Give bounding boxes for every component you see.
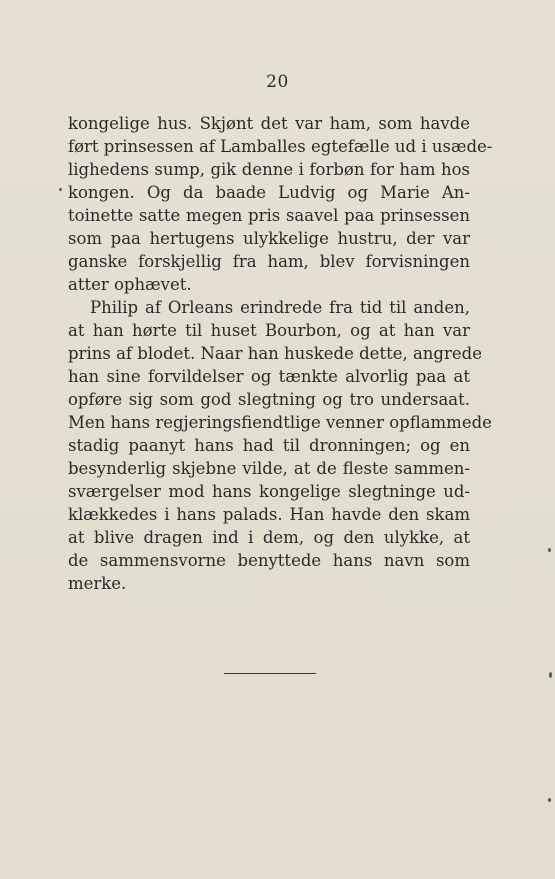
text-line: sværgelser mod hans kongelige slegtninge ud- — [68, 482, 470, 501]
scan-speck — [549, 672, 552, 678]
text-line: toinette satte megen pris saavel paa prinsessen — [68, 206, 470, 225]
text-line: at han hørte til huset Bourbon, og at han var — [68, 321, 470, 340]
text-line: at blive dragen ind i dem, og den ulykke, at — [68, 528, 470, 547]
text-line: klækkedes i hans palads. Han havde den skam — [68, 505, 470, 524]
text-line: atter ophævet. — [68, 275, 192, 294]
text-line: prins af blodet. Naar han huskede dette, angrede — [68, 344, 482, 363]
text-line: stadig paanyt hans had til dronningen; og en — [68, 436, 470, 455]
text-line: opføre sig som god slegtning og tro undersaat. — [68, 390, 470, 409]
scan-speck — [59, 188, 62, 191]
text-line: kongen. Og da baade Ludvig og Marie An- — [68, 183, 470, 202]
text-line: merke. — [68, 574, 127, 593]
section-divider — [224, 673, 316, 674]
text-line: besynderlig skjebne vilde, at de fleste sammen- — [68, 459, 470, 478]
text-line: han sine forvildelser og tænkte alvorlig paa at — [68, 367, 470, 386]
scan-speck — [548, 798, 551, 802]
page-number: 20 — [266, 72, 289, 92]
text-line: som paa hertugens ulykkelige hustru, der var — [68, 229, 470, 248]
text-line: ganske forskjellig fra ham, blev forvisningen — [68, 252, 470, 271]
text-line: lighedens sump, gik denne i forbøn for ham hos — [68, 160, 470, 179]
text-line: Men hans regjeringsfiendtlige venner opflammede — [68, 413, 492, 432]
scan-speck — [548, 548, 551, 552]
text-line: de sammensvorne benyttede hans navn som — [68, 551, 470, 570]
text-line: ført prinsessen af Lamballes egtefælle ud i usæde- — [68, 137, 493, 156]
text-line: kongelige hus. Skjønt det var ham, som havde — [68, 114, 470, 133]
text-line: Philip af Orleans erindrede fra tid til anden, — [90, 298, 470, 317]
